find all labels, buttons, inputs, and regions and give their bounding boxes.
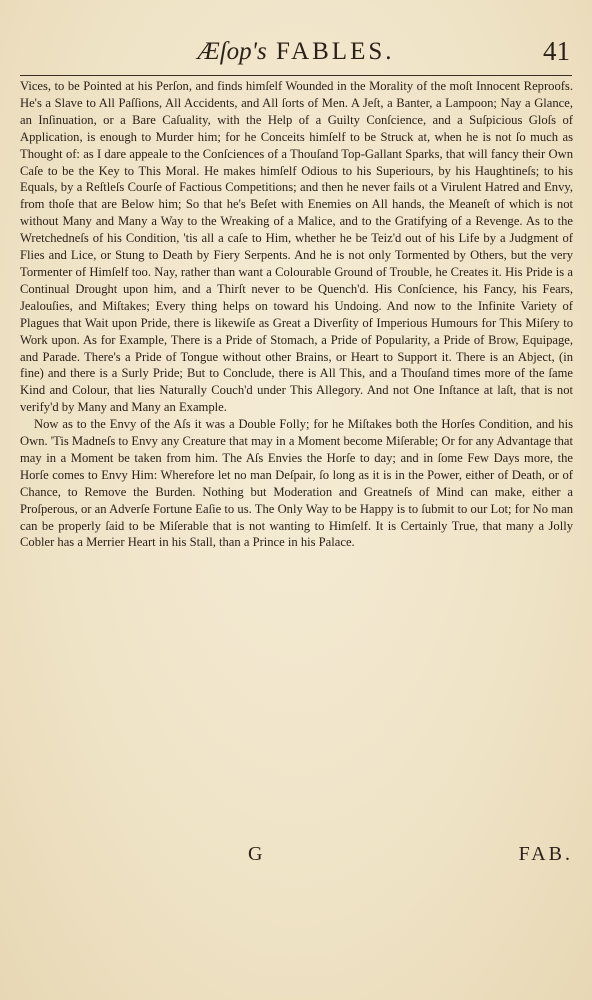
body-text xyxy=(20,78,573,551)
paragraph-moral-continued: Vices, to be Pointed at his Perſon, and finds himſelf Wounded in the Morality of the moſt Innocent Reproofs. He's a Slave to All Paſſions, All Accidents, and All ſorts of Men. A Jeſt, a Banter, a Lampoon; Nay a Glance, an Inſinuation, or a Bare Caſuality, with the Help of a Guilty Conſcience, and a Suſpicious Gloſs of Application, is enough to Murder him; for he Conceits himſelf to be Struck at, when he is not ſo much as Thought of: as I dare appeale to the Conſciences of a Thouſand Top-Gallant Sparks, that will fancy their Own Caſe to be the Key to This Moral. He makes himſelf Odious to his Superiours, by his Haughtineſs; to his Equals, by a Reſtleſs Courſe of Factious Competitions; and then he never fails ot a Virulent Hatred and Envy, from thoſe that are Below him; So that he's Beſet with Enemies on All hands, the Meaneſt of which is not without Many and Many a Way to the Wreaking of a Malice, and to the Gratifying of a Revenge. As to the Wretchedneſs of his Condition, 'tis all a caſe to Him, whether he be Teiz'd out of his Life by a Judgment of Flies and Lice, or Stung to Death by Fiery Serpents. And he is not only Tormented by Others, but the very Tormenter of Himſelf too. Nay, rather than want a Colourable Ground of Trouble, he Creates it. His Pride is a Continual Drought upon him, and a Thirſt never to be Quench'd. His Conſcience, his Fancy, his Fears, Jealouſies, and Miſtakes; Every thing helps on toward his Undoing. And now to the Infinite Variety of Plagues that Wait upon Pride, there is likewiſe as Great a Diverſity of Imperious Humours for This Miſery to Work upon. As for Example, There is a Pride of Stomach, a Pride of Popularity, a Pride of Brow, Equipage, and Parade. There's a Pride of Tongue without other Brains, or Heart to Support it. There is an Abject, (in fine) and there is a Surly Pride; But to Conclude, there is All This, and a Thouſand times more of the ſame Kind and Colour, that lies Naturally Couch'd under This Allegory. And not One Inſtance at laſt, that is not verify'd by Many and Many an Example. xyxy=(20,79,573,415)
catchword: FAB. xyxy=(518,843,573,865)
header-rule xyxy=(20,75,572,76)
running-title-italic: Æſop's xyxy=(197,38,267,65)
page-number: 41 xyxy=(543,36,570,66)
running-title-caps: FABLES. xyxy=(276,38,395,65)
signature-mark: G xyxy=(248,843,263,865)
page-header xyxy=(22,38,570,72)
page-footer xyxy=(20,843,573,867)
running-title xyxy=(22,38,570,66)
paragraph-envy-of-ass: Now as to the Envy of the Aſs it was a Double Folly; for he Miſtakes both the Horſes Condition, and his Own. 'Tis Madneſs to Envy any Creature that may in a Moment become Miſerable; Or for any Advantage that may in a Moment be taken from him. The Aſs Envies the Horſe to day; and in ſome Few Days more, the Horſe comes to Envy Him: Wherefore let no man Deſpair, ſo long as it is in the Power, either of Death, or of Chance, to Remove the Burden. Nothing but Moderation and Greatneſs of Mind can make, either a Proſperous, or an Adverſe Fortune Eaſie to us. The Only Way to be Happy is to ſubmit to our Lot; for No man can be properly ſaid to be Miſerable that is not wanting to Himſelf. It is Certainly True, that many a Jolly Cobler has a Merrier Heart in his Stall, than a Prince in his Palace. xyxy=(20,417,573,550)
